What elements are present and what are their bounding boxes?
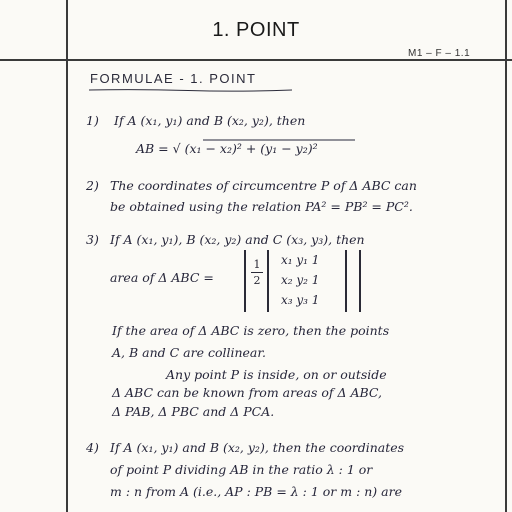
item-3-note4: Δ ABC can be known from areas of Δ ABC, [112,385,382,400]
left-margin-line [66,0,68,512]
det-outer-left-bar [244,250,246,312]
item-2-line1: The coordinates of circumcentre P of Δ ABC can [110,178,417,193]
sqrt-overbar [203,139,358,142]
item-3-note5: Δ PAB, Δ PBC and Δ PCA. [112,404,275,419]
half-fraction [251,258,263,287]
heading-underline [88,88,294,92]
item-3-number: 3) [86,232,99,247]
page-title: 1. POINT [212,19,300,41]
fraction-numerator: 1 [253,258,261,271]
item-4-line3: m : n from A (i.e., AP : PB = λ : 1 or m : n) are [110,484,402,499]
right-margin-line [505,0,507,512]
item-3-note2: A, B and C are collinear. [112,345,266,360]
matrix-row-1: x₁ y₁ 1 [281,253,320,267]
item-1-number: 1) [86,113,99,128]
item-1-formula: AB = √ (x₁ − x₂)² + (y₁ − y₂)² [136,141,318,156]
item-3-note3: Any point P is inside, on or outside [166,367,387,382]
item-3-note1: If the area of Δ ABC is zero, then the points [112,323,390,338]
fraction-denominator: 2 [253,274,261,287]
matrix-row-3: x₃ y₃ 1 [281,293,320,307]
item-2-line2: be obtained using the relation PA² = PB² = PC². [110,199,413,214]
item-3-line1: If A (x₁, y₁), B (x₂, y₂) and C (x₃, y₃), then [110,232,365,247]
matrix-row-2: x₂ y₂ 1 [281,273,320,287]
det-inner-right-bar [345,250,347,312]
page-code: M1 – F – 1.1 [408,48,471,59]
section-heading: FORMULAE - 1. POINT [90,71,257,86]
det-outer-right-bar [359,250,361,312]
header-rule [0,59,512,61]
det-inner-left-bar [267,250,269,312]
item-4-line1: If A (x₁, y₁) and B (x₂, y₂), then the coordinates [110,440,405,455]
item-4-line2: of point P dividing AB in the ratio λ : 1 or [110,462,373,477]
area-label: area of Δ ABC = [110,270,214,285]
item-4-number: 4) [86,440,99,455]
item-1-text: If A (x₁, y₁) and B (x₂, y₂), then [114,113,306,128]
item-2-number: 2) [86,178,99,193]
